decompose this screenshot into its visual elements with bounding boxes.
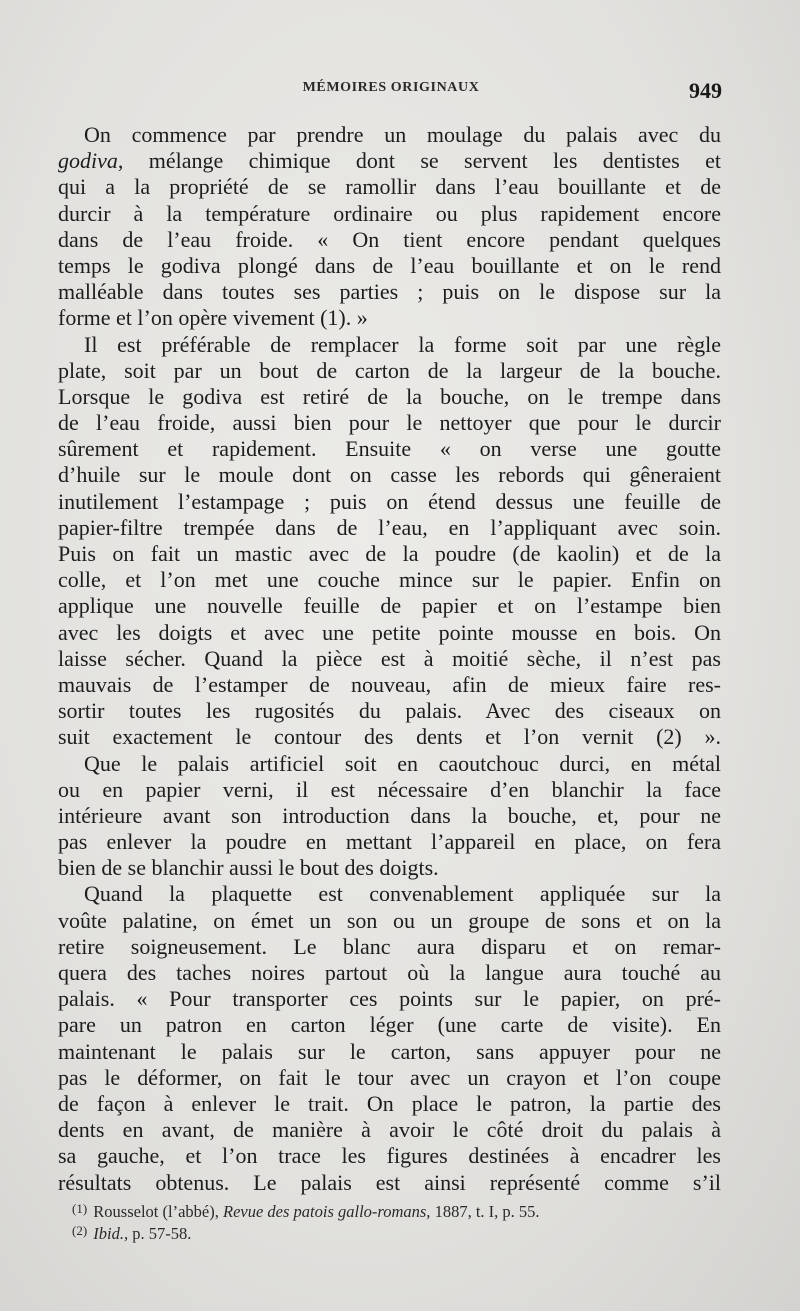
text-line: de l’eau froide, aussi bien pour le nettoyer que pour le durcir [58,410,721,436]
text-line: quera des taches noires partout où la langue aura touché au [58,960,721,985]
text-line: sûrement et rapidement. Ensuite « on verse une goutte [58,436,721,462]
text-line: durcir à la température ordinaire ou plus rapidement encore [58,200,721,226]
footnote-author: Rousselot (l’abbé), [93,1202,219,1221]
text-line: résultats obtenus. Le palais est ainsi représenté comme s’il [58,1169,721,1195]
text-line: applique une nouvelle feuille de papier et on l’estampe bien [58,593,721,619]
text-line: palais. « Pour transporter ces points sur le papier, on pré- [58,986,721,1012]
text-line: suit exactement le contour des dents et l’on vernit (2) ». [58,724,721,750]
text-line: qui a la propriété de se ramollir dans l’eau bouillante et de [58,174,721,200]
text-line: de façon à enlever le trait. On place le patron, la partie des [58,1090,721,1116]
text-line: ou en papier verni, il est nécessaire d’en blanchir la face [58,776,721,802]
text-line: d’huile sur le moule dont on casse les rebords qui gêneraient [58,462,721,488]
text-line: Il est préférable de remplacer la forme soit par une règle [84,331,721,357]
footnote-rest: 1887, t. I, p. 55. [434,1202,540,1221]
text-line: malléable dans toutes ses parties ; puis on le dispose sur la [58,279,721,305]
footnote-marker: (2) [72,1223,88,1238]
text-line: dents en avant, de manière à avoir le côté droit du palais à [58,1117,721,1143]
footnote-2 [72,1220,732,1242]
text-line: sortir toutes les rugosités du palais. Avec des ciseaux on [58,698,721,724]
text-line: laisse sécher. Quand la pièce est à moitié sèche, il n’est pas [58,645,721,671]
text-line: colle, et l’on met une couche mince sur le papier. Enfin on [58,567,721,593]
text-line: inutilement l’estampage ; puis on étend dessus une feuille de [58,488,721,514]
text-line: avec les doigts et avec une petite pointe mousse en bois. On [58,619,721,645]
text-line: On commence par prendre un moulage du palais avec du [84,122,721,147]
text-line: Que le palais artificiel soit en caoutchouc durci, en métal [84,750,721,776]
text-line: pare un patron en carton léger (une carte de visite). En [58,1012,721,1038]
text-line: Lorsque le godiva est retiré de la bouche, on le trempe dans [58,383,721,409]
footnote-title: Ibid., [93,1224,129,1243]
text-line: dans de l’eau froide. « On tient encore pendant quelques [58,226,721,252]
italic-term: godiva [58,148,118,174]
footnote-marker: (1) [72,1201,88,1216]
text-line: maintenant le palais sur le carton, sans appuyer pour ne [58,1038,721,1064]
body-text [58,122,721,1196]
text-line: sa gauche, et l’on trace les figures destinées à encadrer les [58,1143,721,1169]
text-line: papier-filtre trempée dans de l’eau, en l’appliquant avec soin. [58,514,721,540]
text-line: temps le godiva plongé dans de l’eau bouillante et on le rend [58,252,721,278]
text-line: retire soigneusement. Le blanc aura disparu et on remar- [58,933,721,959]
footnote-title: Revue des patois gallo-romans, [222,1202,431,1221]
text-line: pas enlever la poudre en mettant l’appareil en place, on fera [58,829,721,855]
text-line: plate, soit par un bout de carton de la largeur de la bouche. [58,357,721,383]
footnote-1 [72,1198,732,1220]
page-header [60,78,722,104]
text-line: pas le déformer, on fait le tour avec un crayon et l’on coupe [58,1064,721,1090]
text-line: godiva, mélange chimique dont se servent les dentistes et [58,148,721,174]
text-line: Quand la plaquette est convenablement appliquée sur la [84,881,721,907]
page-number: 949 [689,78,722,103]
footnote-rest: p. 57-58. [132,1224,192,1243]
footnotes [72,1198,732,1242]
text-line: mauvais de l’estamper de nouveau, afin de mieux faire res- [58,671,721,697]
text-line: bien de se blanchir aussi le bout des doigts. [58,855,439,881]
text-line: voûte palatine, on émet un son ou un groupe de sons et on la [58,907,721,933]
text-line: Puis on fait un mastic avec de la poudre (de kaolin) et de la [58,541,721,566]
running-head: MÉMOIRES ORIGINAUX [302,80,480,95]
text-line: forme et l’on opère vivement (1). » [58,305,368,331]
text-line: intérieure avant son introduction dans la bouche, et, pour ne [58,802,721,828]
